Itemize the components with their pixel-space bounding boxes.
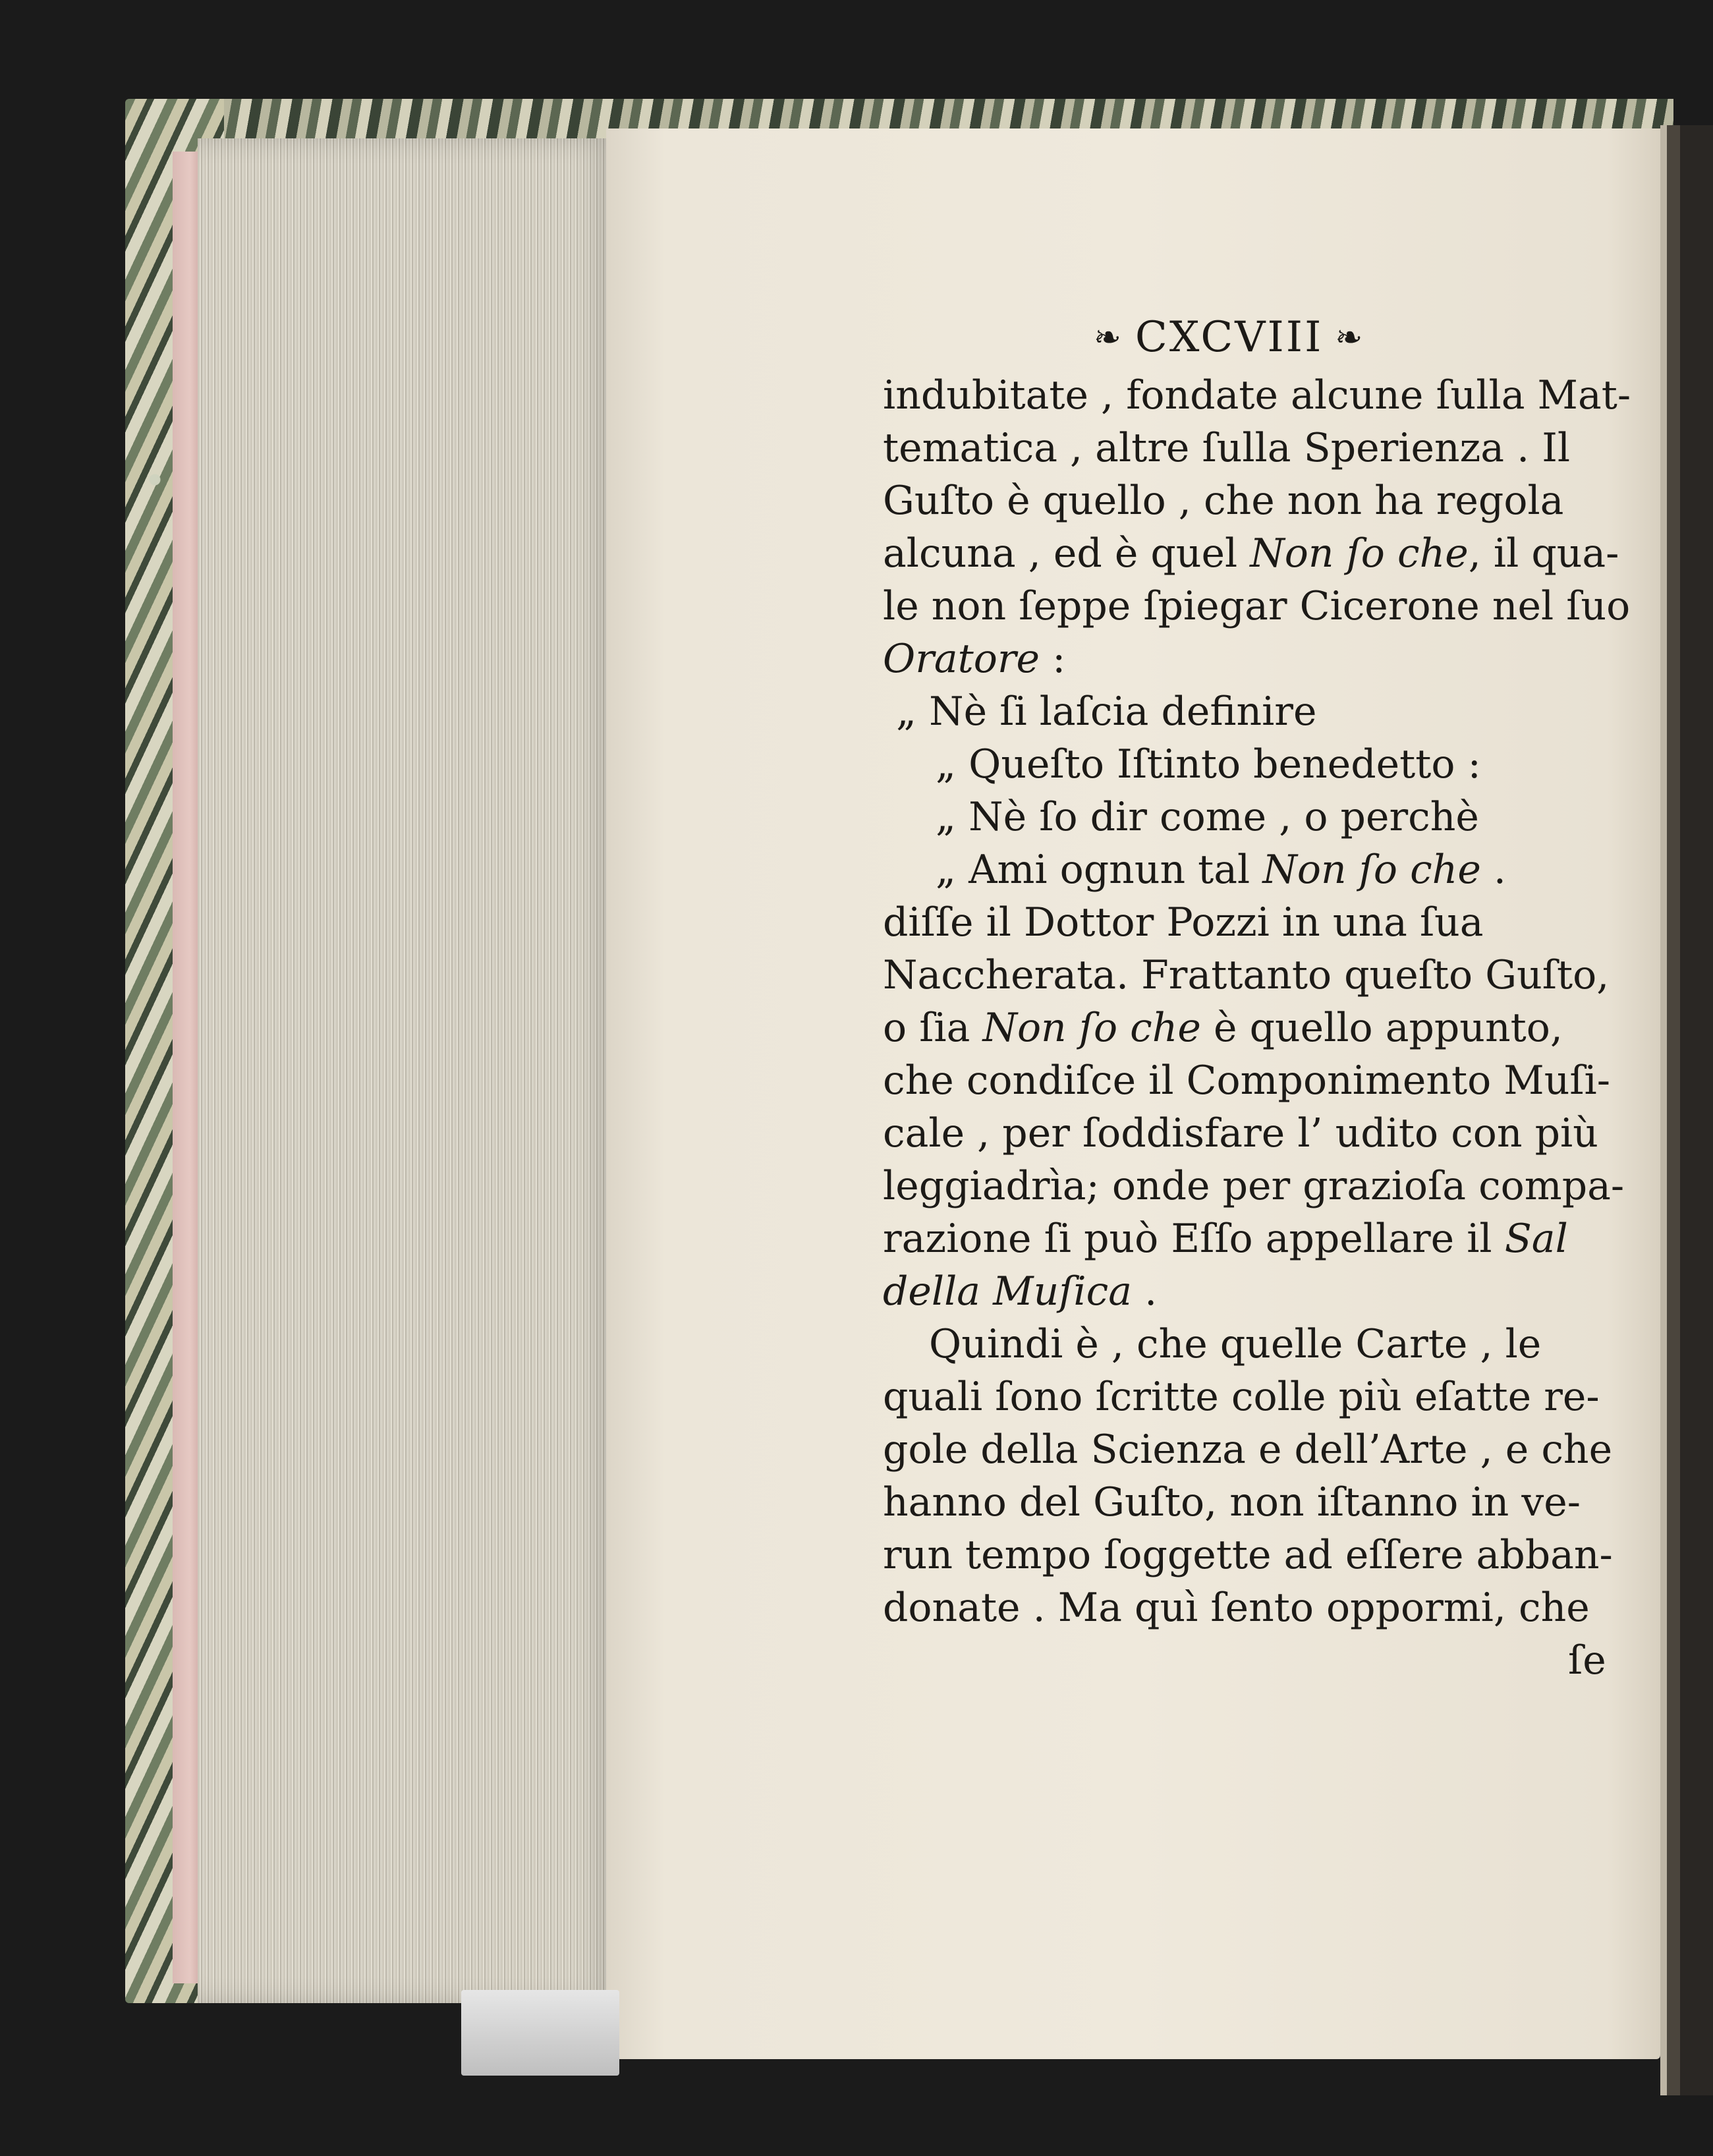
text-segment: Non ſo che (982, 1005, 1201, 1051)
text-segment: Non ſo che (1250, 530, 1469, 577)
text-line (883, 1581, 1590, 1634)
text-line (883, 527, 1619, 580)
text-segment: Sal (1504, 1216, 1568, 1262)
text-segment: Oratore (883, 636, 1040, 682)
text-line (896, 685, 1316, 738)
text-segment: „ Ami ognun tal (936, 847, 1263, 893)
text-segment: quali ſono ſcritte colle più eſatte re- (883, 1374, 1600, 1420)
text-segment: tematica , altre ſulla Sperienza . Il (883, 425, 1571, 471)
text-line (883, 633, 1065, 685)
text-segment: donate . Ma quì ſento oppormi, che (883, 1585, 1590, 1631)
text-segment: leggiadrìa; onde per grazioſa compa- (883, 1163, 1625, 1209)
text-segment: indubitate , fondate alcune ſulla Mat- (883, 372, 1631, 418)
text-segment: : (1040, 636, 1066, 682)
text-segment: razione ſi può Eſſo appellare il (883, 1216, 1505, 1262)
text-segment: „ Queſto Iſtinto benedetto : (936, 741, 1481, 787)
text-line (883, 1002, 1563, 1054)
text-segment: che condiſce il Componimento Muſi- (883, 1058, 1611, 1104)
text-line (936, 738, 1481, 791)
text-line (883, 1107, 1598, 1160)
text-segment: ſe (1568, 1637, 1606, 1684)
text-segment: gole della Scienza e dell’Arte , e che (883, 1427, 1613, 1473)
facing-page-edge (1660, 125, 1713, 2095)
text-line (883, 580, 1630, 633)
text-line (883, 1371, 1600, 1423)
text-line (883, 369, 1631, 422)
text-line (1568, 1634, 1606, 1687)
text-line (883, 896, 1484, 949)
text-segment: „ Nè ſi laſcia definire (896, 689, 1317, 735)
text-line (883, 422, 1570, 474)
text-segment: della Muſica (883, 1268, 1132, 1315)
text-line (883, 1054, 1610, 1107)
text-segment: diſſe il Dottor Pozzi in una ſua (883, 899, 1484, 946)
text-line (883, 1423, 1612, 1476)
text-line (936, 843, 1506, 896)
text-segment: o ſia (883, 1005, 983, 1051)
page-block-fore-edge (198, 138, 619, 2003)
text-segment: Naccherata. Frattanto queſto Guſto, (883, 952, 1610, 998)
text-segment: Non ſo che (1262, 847, 1481, 893)
text-line (883, 1265, 1157, 1318)
text-line (883, 474, 1563, 527)
text-segment: , il qua- (1468, 530, 1619, 577)
text-line (883, 949, 1609, 1002)
text-segment: è quello appunto, (1200, 1005, 1563, 1051)
text-segment: . (1132, 1268, 1158, 1315)
text-line (883, 1476, 1581, 1529)
page-header (1094, 311, 1489, 364)
text-segment: Guſto è quello , che non ha regola (883, 478, 1564, 524)
ornament-left-icon: ❧ (1094, 318, 1123, 356)
text-line (936, 791, 1479, 843)
text-segment: run tempo ſoggette ad eſſere abban- (883, 1532, 1613, 1578)
text-segment: . (1480, 847, 1506, 893)
text-segment: le non ſeppe ſpiegar Cicerone nel ſuo (883, 583, 1631, 629)
text-segment: alcuna , ed è quel (883, 530, 1250, 577)
ornament-right-icon: ❧ (1335, 318, 1365, 356)
text-line (883, 1160, 1624, 1212)
text-line (929, 1318, 1541, 1371)
bookmark-tab (461, 1990, 619, 2076)
text-segment: hanno del Guſto, non iſtanno in ve- (883, 1479, 1581, 1525)
text-segment: „ Nè ſo dir come , o perchè (936, 794, 1479, 840)
page-numeral: CXCVIII (1135, 313, 1324, 362)
text-segment: cale , per ſoddisfare l’ udito con più (883, 1110, 1598, 1156)
text-line (883, 1212, 1568, 1265)
text-segment: Quindi è , che quelle Carte , le (929, 1321, 1542, 1367)
text-line (883, 1529, 1613, 1581)
